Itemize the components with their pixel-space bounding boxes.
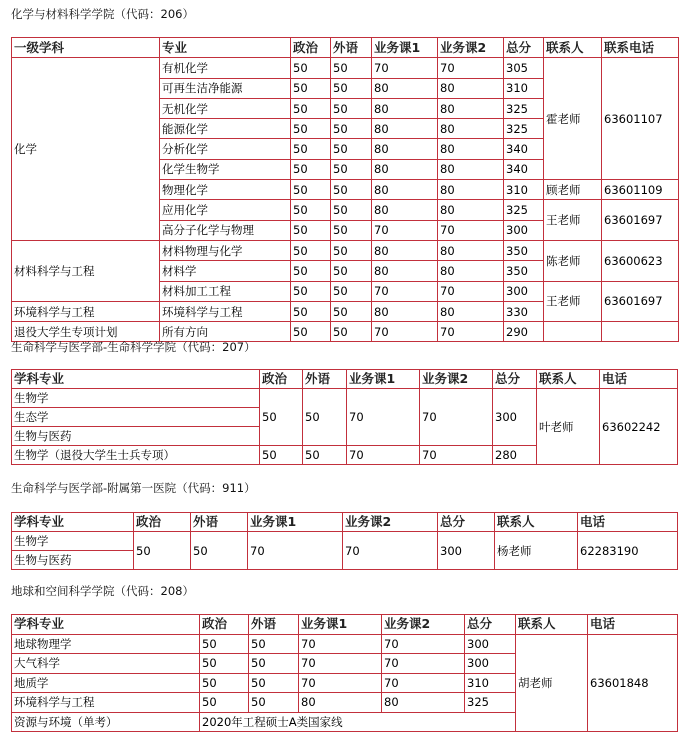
column-header: 业务课2	[438, 38, 504, 58]
table-cell: 50	[303, 446, 347, 465]
column-header: 政治	[200, 615, 249, 635]
column-header: 政治	[260, 370, 303, 389]
column-header: 业务课1	[248, 513, 343, 532]
table-cell: 50	[191, 532, 248, 570]
table-cell: 70	[372, 58, 438, 78]
table-cell: 70	[343, 532, 438, 570]
table-cell: 70	[420, 446, 493, 465]
header-row	[12, 615, 678, 635]
table-cell: 70	[299, 654, 382, 674]
table-cell: 340	[504, 139, 544, 159]
table-cell: 80	[372, 78, 438, 98]
column-header: 外语	[303, 370, 347, 389]
table-cell: 生物学（退役大学生士兵专项）	[12, 446, 260, 465]
table-cell: 地质学	[12, 673, 200, 693]
table-cell: 50	[200, 693, 249, 713]
table-cell: 50	[331, 240, 372, 260]
column-header: 联系人	[544, 38, 602, 58]
column-header: 业务课2	[420, 370, 493, 389]
section-title: 地球和空间科学学院（代码：208）	[11, 584, 194, 598]
table-cell: 62283190	[578, 532, 678, 570]
table-cell: 80	[372, 261, 438, 281]
table-cell: 70	[382, 673, 465, 693]
table-cell: 退役大学生专项计划	[12, 322, 160, 342]
table-cell: 70	[299, 634, 382, 654]
table-cell: 80	[438, 180, 504, 200]
table-cell: 50	[331, 281, 372, 301]
table-cell: 材料科学与工程	[12, 240, 160, 301]
column-header: 联系人	[537, 370, 600, 389]
table-cell: 50	[331, 220, 372, 240]
table-cell: 生态学	[12, 408, 260, 427]
table-cell: 应用化学	[160, 200, 291, 220]
score-table	[11, 614, 678, 732]
column-header: 电话	[600, 370, 678, 389]
table-cell: 50	[200, 673, 249, 693]
table-cell: 可再生洁净能源	[160, 78, 291, 98]
table-cell	[602, 322, 679, 342]
table-cell: 70	[299, 673, 382, 693]
score-table	[11, 37, 679, 342]
table-cell: 50	[291, 119, 331, 139]
table-cell: 80	[438, 261, 504, 281]
score-table	[11, 369, 678, 465]
table-cell: 50	[291, 240, 331, 260]
table-cell: 280	[493, 446, 537, 465]
table-cell: 50	[260, 446, 303, 465]
table-cell: 80	[438, 240, 504, 260]
table-cell: 2020年工程硕士A类国家线	[200, 712, 516, 732]
table-cell: 所有方向	[160, 322, 291, 342]
header-row	[12, 370, 678, 389]
table-cell: 63600623	[602, 240, 679, 281]
table-cell: 资源与环境（单考）	[12, 712, 200, 732]
table-cell: 50	[249, 634, 299, 654]
table-cell: 330	[504, 301, 544, 321]
table-cell: 50	[291, 58, 331, 78]
column-header: 业务课1	[347, 370, 420, 389]
table-cell: 300	[493, 389, 537, 446]
table-cell: 80	[438, 78, 504, 98]
table-cell: 50	[291, 281, 331, 301]
column-header: 联系电话	[602, 38, 679, 58]
table-cell: 胡老师	[516, 634, 588, 732]
table-cell: 80	[382, 693, 465, 713]
table-cell: 陈老师	[544, 240, 602, 281]
table-cell: 63601697	[602, 281, 679, 322]
table-cell: 材料加工工程	[160, 281, 291, 301]
table-cell: 80	[372, 200, 438, 220]
table-cell: 50	[249, 693, 299, 713]
table-cell: 50	[291, 220, 331, 240]
table-cell: 50	[291, 301, 331, 321]
table-cell: 环境科学与工程	[12, 693, 200, 713]
section-title: 化学与材料科学学院（代码：206）	[11, 7, 194, 21]
table-cell: 300	[465, 654, 516, 674]
table-cell: 生物学	[12, 532, 134, 551]
table-row	[12, 634, 678, 654]
table-cell: 290	[504, 322, 544, 342]
table-cell: 80	[438, 200, 504, 220]
table-cell: 王老师	[544, 281, 602, 322]
table-cell: 300	[504, 281, 544, 301]
table-cell: 生物学	[12, 389, 260, 408]
table-cell: 有机化学	[160, 58, 291, 78]
column-header: 联系人	[495, 513, 578, 532]
table-cell: 70	[347, 389, 420, 446]
column-header: 学科专业	[12, 615, 200, 635]
table-cell: 50	[291, 98, 331, 118]
table-cell: 物理化学	[160, 180, 291, 200]
table-cell: 50	[331, 58, 372, 78]
table-cell: 50	[331, 200, 372, 220]
column-header: 外语	[331, 38, 372, 58]
column-header: 总分	[493, 370, 537, 389]
table-cell: 70	[438, 281, 504, 301]
table-row	[12, 532, 678, 551]
table-cell: 50	[331, 78, 372, 98]
table-cell: 无机化学	[160, 98, 291, 118]
table-cell: 63601109	[602, 180, 679, 200]
table-cell: 生物与医药	[12, 427, 260, 446]
table-cell: 分析化学	[160, 139, 291, 159]
column-header: 外语	[249, 615, 299, 635]
column-header: 学科专业	[12, 370, 260, 389]
column-header: 电话	[588, 615, 678, 635]
column-header: 联系人	[516, 615, 588, 635]
table-cell: 50	[331, 180, 372, 200]
table-cell: 300	[504, 220, 544, 240]
table-cell: 350	[504, 261, 544, 281]
table-cell: 80	[372, 139, 438, 159]
table-cell: 300	[438, 532, 495, 570]
column-header: 总分	[465, 615, 516, 635]
table-cell: 80	[372, 240, 438, 260]
column-header: 总分	[438, 513, 495, 532]
table-cell: 化学	[12, 58, 160, 241]
column-header: 政治	[291, 38, 331, 58]
table-cell: 50	[291, 139, 331, 159]
table-cell: 325	[504, 98, 544, 118]
table-cell: 70	[438, 220, 504, 240]
table-cell: 材料学	[160, 261, 291, 281]
table-cell: 50	[291, 78, 331, 98]
table-row	[12, 58, 679, 78]
table-cell: 叶老师	[537, 389, 600, 465]
table-cell: 50	[291, 200, 331, 220]
table-cell: 50	[134, 532, 191, 570]
section-title: 生命科学与医学部-附属第一医院（代码：911）	[11, 481, 256, 495]
table-cell: 50	[249, 673, 299, 693]
table-cell: 50	[249, 654, 299, 674]
table-cell: 50	[331, 119, 372, 139]
table-cell	[544, 322, 602, 342]
header-row	[12, 513, 678, 532]
column-header: 业务课1	[299, 615, 382, 635]
table-cell: 50	[260, 389, 303, 446]
table-cell: 300	[465, 634, 516, 654]
table-cell: 310	[465, 673, 516, 693]
table-cell: 高分子化学与物理	[160, 220, 291, 240]
table-cell: 340	[504, 159, 544, 179]
table-cell: 70	[347, 446, 420, 465]
table-cell: 70	[382, 634, 465, 654]
table-cell: 50	[331, 159, 372, 179]
table-cell: 50	[291, 159, 331, 179]
table-cell: 80	[438, 119, 504, 139]
table-row	[12, 240, 679, 260]
table-cell: 80	[438, 139, 504, 159]
table-cell: 70	[438, 58, 504, 78]
column-header: 外语	[191, 513, 248, 532]
table-cell: 杨老师	[495, 532, 578, 570]
table-cell: 环境科学与工程	[160, 301, 291, 321]
table-cell: 50	[331, 301, 372, 321]
table-cell: 80	[372, 180, 438, 200]
table-row	[12, 389, 678, 408]
table-cell: 70	[248, 532, 343, 570]
table-cell: 王老师	[544, 200, 602, 241]
table-cell: 大气科学	[12, 654, 200, 674]
table-cell: 63601697	[602, 200, 679, 241]
table-cell: 50	[291, 261, 331, 281]
table-cell: 70	[372, 281, 438, 301]
table-cell: 310	[504, 78, 544, 98]
column-header: 总分	[504, 38, 544, 58]
table-cell: 80	[438, 301, 504, 321]
column-header: 业务课1	[372, 38, 438, 58]
column-header: 一级学科	[12, 38, 160, 58]
table-cell: 305	[504, 58, 544, 78]
table-cell: 50	[331, 139, 372, 159]
table-cell: 80	[438, 159, 504, 179]
table-cell: 80	[372, 119, 438, 139]
table-cell: 化学生物学	[160, 159, 291, 179]
table-cell: 325	[504, 200, 544, 220]
table-cell: 70	[382, 654, 465, 674]
table-cell: 50	[291, 180, 331, 200]
table-cell: 生物与医药	[12, 551, 134, 570]
table-cell: 霍老师	[544, 58, 602, 180]
table-cell: 环境科学与工程	[12, 301, 160, 321]
score-table	[11, 512, 678, 570]
table-cell: 63601848	[588, 634, 678, 732]
column-header: 业务课2	[382, 615, 465, 635]
table-cell: 50	[291, 322, 331, 342]
table-cell: 50	[331, 261, 372, 281]
table-cell: 80	[372, 98, 438, 118]
column-header: 政治	[134, 513, 191, 532]
table-cell: 80	[438, 98, 504, 118]
table-cell: 325	[465, 693, 516, 713]
table-cell: 50	[303, 389, 347, 446]
table-cell: 80	[299, 693, 382, 713]
table-cell: 63601107	[602, 58, 679, 180]
column-header: 电话	[578, 513, 678, 532]
table-cell: 70	[372, 220, 438, 240]
table-cell: 63602242	[600, 389, 678, 465]
table-cell: 80	[372, 159, 438, 179]
table-cell: 能源化学	[160, 119, 291, 139]
table-cell: 地球物理学	[12, 634, 200, 654]
table-cell: 50	[200, 654, 249, 674]
table-cell: 70	[438, 322, 504, 342]
column-header: 专业	[160, 38, 291, 58]
table-cell: 50	[200, 634, 249, 654]
header-row	[12, 38, 679, 58]
section-title: 生命科学与医学部-生命科学学院（代码：207）	[11, 340, 256, 354]
table-cell: 325	[504, 119, 544, 139]
table-cell: 50	[331, 98, 372, 118]
table-cell: 310	[504, 180, 544, 200]
column-header: 学科专业	[12, 513, 134, 532]
table-cell: 80	[372, 301, 438, 321]
column-header: 业务课2	[343, 513, 438, 532]
table-cell: 70	[372, 322, 438, 342]
table-cell: 材料物理与化学	[160, 240, 291, 260]
table-cell: 50	[331, 322, 372, 342]
table-cell: 350	[504, 240, 544, 260]
table-cell: 顾老师	[544, 180, 602, 200]
table-cell: 70	[420, 389, 493, 446]
